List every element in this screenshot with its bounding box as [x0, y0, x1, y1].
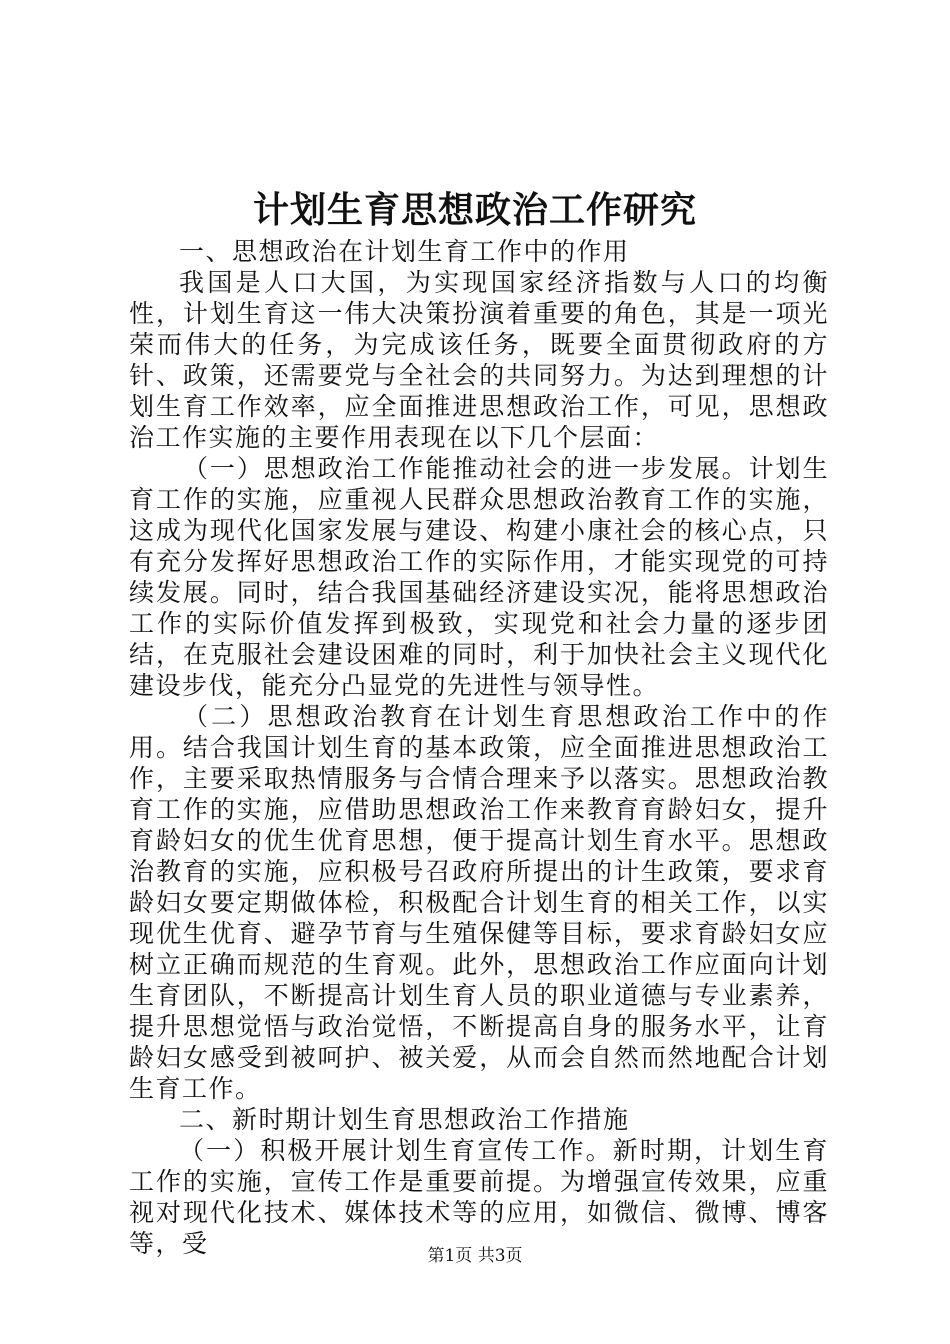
- section-heading-2: 二、新时期计划生育思想政治工作措施: [179, 1105, 630, 1134]
- paragraph-measure-1: （一）积极开展计划生育宣传工作。新时期，计划生育工作的实施，宣传工作是重要前提。为增强宣传效果，应重视对现代化技术、媒体技术等的应用，如微信、微博、博客等，受: [129, 1136, 829, 1258]
- document-body: [129, 236, 829, 1259]
- section-heading-1: 一、思想政治在计划生育工作中的作用: [179, 237, 630, 266]
- document-title: 计划生育思想政治工作研究: [252, 189, 697, 231]
- paragraph-intro: 我国是人口大国，为实现国家经济指数与人口的均衡性，计划生育这一伟大决策扮演着重要的角色，其是一项光荣而伟大的任务，为完成该任务，既要全面贯彻政府的方针、政策，还需要党与全社会的共同努力。为达到理想的计划生育工作效率，应全面推进思想政治工作，可见，思想政治工作实施的主要作用表现在以下几个层面：: [129, 268, 829, 452]
- paragraph-point-1: （一）思想政治工作能推动社会的进一步发展。计划生育工作的实施，应重视人民群众思想政治教育工作的实施，这成为现代化国家发展与建设、构建小康社会的核心点，只有充分发挥好思想政治工作的实际作用，才能实现党的可持续发展。同时，结合我国基础经济建设实况，能将思想政治工作的实际价值发挥到极致，实现党和社会力量的逐步团结，在克服社会建设困难的同时，利于加快社会主义现代化建设步伐，能充分凸显党的先进性与领导性。: [129, 454, 829, 700]
- page-footer: 第1页 共3页: [427, 1246, 523, 1266]
- paragraph-point-2: （二）思想政治教育在计划生育思想政治工作中的作用。结合我国计划生育的基本政策，应全面推进思想政治工作，主要采取热情服务与合情合理来予以落实。思想政治教育工作的实施，应借助思想政治工作来教育育龄妇女，提升育龄妇女的优生优育思想，便于提高计划生育水平。思想政治教育的实施，应积极号召政府所提出的计生政策，要求育龄妇女要定期做体检，积极配合计划生育的相关工作，以实现优生优育、避孕节育与生殖保健等目标，要求育龄妇女应树立正确而规范的生育观。此外，思想政治工作应面向计划生育团队，不断提高计划生育人员的职业道德与专业素养，提升思想觉悟与政治觉悟，不断提高自身的服务水平，让育龄妇女感受到被呵护、被关爱，从而会自然而然地配合计划生育工作。: [129, 702, 829, 1103]
